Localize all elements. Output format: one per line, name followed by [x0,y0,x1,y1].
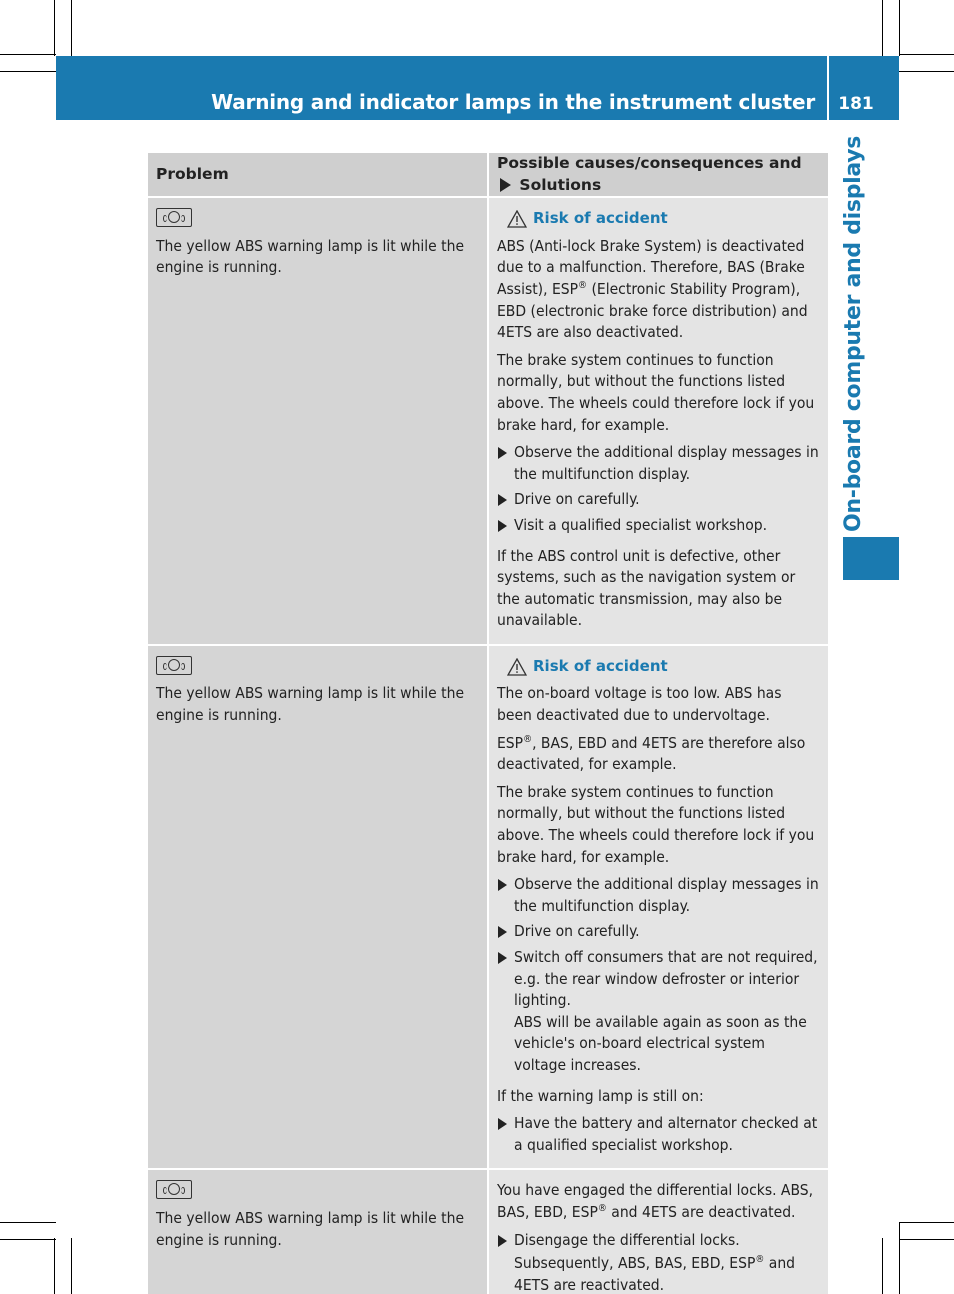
paragraph [497,236,820,344]
risk-label: Risk of accident [533,656,668,675]
paragraph: The brake system continues to function normally, but without the functions listed above. The wheels could therefore lock if you brake hard, for example. [497,782,815,866]
step-arrow-icon [498,1235,507,1247]
crop-mark [0,71,56,72]
paragraph: If the ABS control unit is defective, other systems, such as the navigation system or the automatic transmission, may also be unavailable. [497,546,796,630]
section-tab-marker [843,537,899,580]
risk-label: Risk of accident [533,209,668,228]
crop-mark [899,1222,900,1294]
section-side-title: On-board computer and displays [841,135,866,532]
page-number-box [829,56,899,120]
crop-mark [899,1222,954,1223]
registered-mark: ® [755,1253,765,1265]
problem-text: The yellow ABS warning lamp is lit while the engine is running. [156,684,465,725]
arrow-right-icon [500,178,511,192]
text-span: and 4ETS are reactivated. [514,1254,796,1294]
step-item [497,1113,820,1156]
step-item [497,921,820,943]
step-note: ABS will be available again as soon as the vehicle's on-board electrical system voltage increases. [514,1012,807,1074]
crop-mark [0,1239,56,1240]
solution-cell [488,197,828,645]
step-text: Switch off consumers that are not required, e.g. the rear window defroster or interior lighting. [514,948,818,1010]
paragraph: If the warning lamp is still on: [497,1086,704,1105]
step-arrow-icon [498,926,507,938]
abs-lamp-icon [156,656,192,675]
crop-mark [899,1239,954,1240]
crop-mark [71,0,72,56]
table-row [148,1169,828,1294]
step-text: Have the battery and alternator checked at a qualified specialist workshop. [514,1114,818,1154]
paragraph: The on-board voltage is too low. ABS has been deactivated due to undervoltage. [497,684,782,725]
crop-mark [899,54,954,55]
step-item [497,874,820,917]
crop-mark [899,71,954,72]
step-arrow-icon [498,494,507,506]
text-span: ESP [497,733,524,752]
text-span: You have engaged the differential locks. ABS, BAS, EBD, ESP [497,1181,814,1221]
text-span: ABS (Anti-lock Brake System) is deactivated due to a malfunction. Therefore, BAS (Brake Assist), ESP [497,236,805,298]
step-arrow-icon [498,520,507,532]
registered-mark: ® [597,1202,607,1214]
risk-warning [497,656,820,678]
paragraph [497,733,820,776]
page-title: Warning and indicator lamps in the instrument cluster [211,90,815,114]
crop-mark [54,0,55,56]
step-text: Visit a qualified specialist workshop. [514,515,768,534]
abs-lamp-icon [156,208,192,227]
text-span: (Electronic Stability Program), EBD (electronic brake force distribution) and 4ETS are also deactivated. [497,279,808,342]
problem-cell [148,645,488,1169]
risk-warning [497,208,820,230]
abs-lamp-icon [156,1180,192,1199]
column-header-problem: Problem [148,153,488,197]
warning-triangle-icon [507,658,527,676]
step-note [514,1253,820,1294]
registered-mark: ® [578,279,588,291]
column-header-causes: Possible causes/consequences and [497,154,802,172]
problem-text: The yellow ABS warning lamp is lit while the engine is running. [156,1208,465,1249]
table-row [148,197,828,645]
step-text: Observe the additional display messages in the multifunction display. [514,875,819,915]
step-text: Disengage the differential locks. [514,1230,740,1249]
step-item [497,1230,820,1294]
step-item [497,489,820,511]
paragraph [497,1180,820,1223]
step-text: Drive on carefully. [514,922,640,941]
step-text: Observe the additional display messages in the multifunction display. [514,443,819,483]
crop-mark [71,1238,72,1294]
crop-mark [54,1238,55,1294]
header-bar [56,56,827,120]
registered-mark: ® [523,733,533,745]
step-arrow-icon [498,952,507,964]
problem-cell [148,1169,488,1294]
step-arrow-icon [498,447,507,459]
crop-mark [0,1222,56,1223]
step-item [497,442,820,485]
text-span: , BAS, EBD and 4ETS are therefore also deactivated, for example. [497,733,806,774]
step-item [497,515,820,537]
crop-mark [0,54,56,55]
crop-mark [899,0,900,56]
paragraph: The brake system continues to function normally, but without the functions listed above. The wheels could therefore lock if you brake hard, for example. [497,350,815,434]
problem-cell [148,197,488,645]
page-number: 181 [838,94,874,114]
column-header-solutions-label: Solutions [519,175,602,194]
crop-mark [882,0,883,56]
step-item [497,947,820,1077]
warning-lamp-table [148,153,828,1294]
step-text: Drive on carefully. [514,490,640,509]
problem-text: The yellow ABS warning lamp is lit while the engine is running. [156,236,465,277]
step-arrow-icon [498,1118,507,1130]
step-arrow-icon [498,879,507,891]
table-row [148,645,828,1169]
column-header-solutions [488,153,828,197]
solution-cell [488,1169,828,1294]
solution-cell [488,645,828,1169]
text-span: and 4ETS are deactivated. [606,1202,796,1221]
text-span: Subsequently, ABS, BAS, EBD, ESP [514,1254,756,1273]
crop-mark [882,1238,883,1294]
warning-triangle-icon [507,210,527,228]
